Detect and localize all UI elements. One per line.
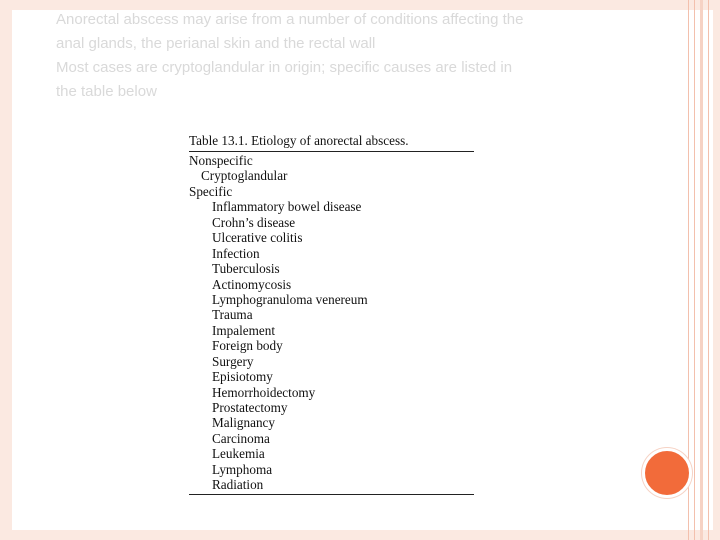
table-row: Lymphoma <box>212 461 273 477</box>
orange-circle-ornament <box>642 448 692 498</box>
table-row: Tuberculosis <box>212 261 280 277</box>
table-row: Foreign body <box>212 338 283 354</box>
table-row: Hemorrhoidectomy <box>212 384 316 400</box>
frame-bottom-band <box>0 530 720 540</box>
table-bottom-rule <box>189 494 474 495</box>
table-caption: Table 13.1. Etiology of anorectal abscess. <box>189 133 409 148</box>
table-row: Nonspecific <box>189 153 253 168</box>
faded-text-line: the table below <box>56 83 157 100</box>
table-row: Cryptoglandular <box>201 168 288 184</box>
table-row: Trauma <box>212 307 253 323</box>
table-row: Radiation <box>212 477 264 493</box>
table-row: Infection <box>212 245 260 261</box>
table-row: Inflammatory bowel disease <box>212 199 362 215</box>
frame-left-band <box>0 0 12 540</box>
table-row: Surgery <box>212 353 254 369</box>
table-row: Crohn’s disease <box>212 214 296 230</box>
table-row: Malignancy <box>212 415 275 431</box>
table-row: Carcinoma <box>212 430 270 446</box>
table-row: Ulcerative colitis <box>212 230 303 246</box>
decorative-vertical-band <box>713 0 720 540</box>
decorative-vertical-line <box>694 0 695 540</box>
table-row: Episiotomy <box>212 369 273 385</box>
frame-top-band <box>0 0 720 10</box>
faded-text-line: anal glands, the perianal skin and the rectal wall <box>56 35 376 52</box>
table-row: Prostatectomy <box>212 400 288 415</box>
table-row: Lymphogranuloma venereum <box>212 291 368 307</box>
etiology-table <box>189 131 474 495</box>
table-row: Actinomycosis <box>212 276 292 292</box>
decorative-vertical-line <box>700 0 703 540</box>
faded-text-line: Most cases are cryptoglandular in origin; specific causes are listed in <box>56 59 513 76</box>
table-row: Impalement <box>212 322 275 338</box>
table-row: Specific <box>189 183 233 199</box>
faded-text-line: Anorectal abscess may arise from a number of conditions affecting the <box>56 11 524 28</box>
decorative-vertical-line <box>708 0 709 540</box>
table-rows <box>189 152 474 493</box>
faded-bullet-text <box>56 10 656 106</box>
table-row: Leukemia <box>212 446 265 462</box>
